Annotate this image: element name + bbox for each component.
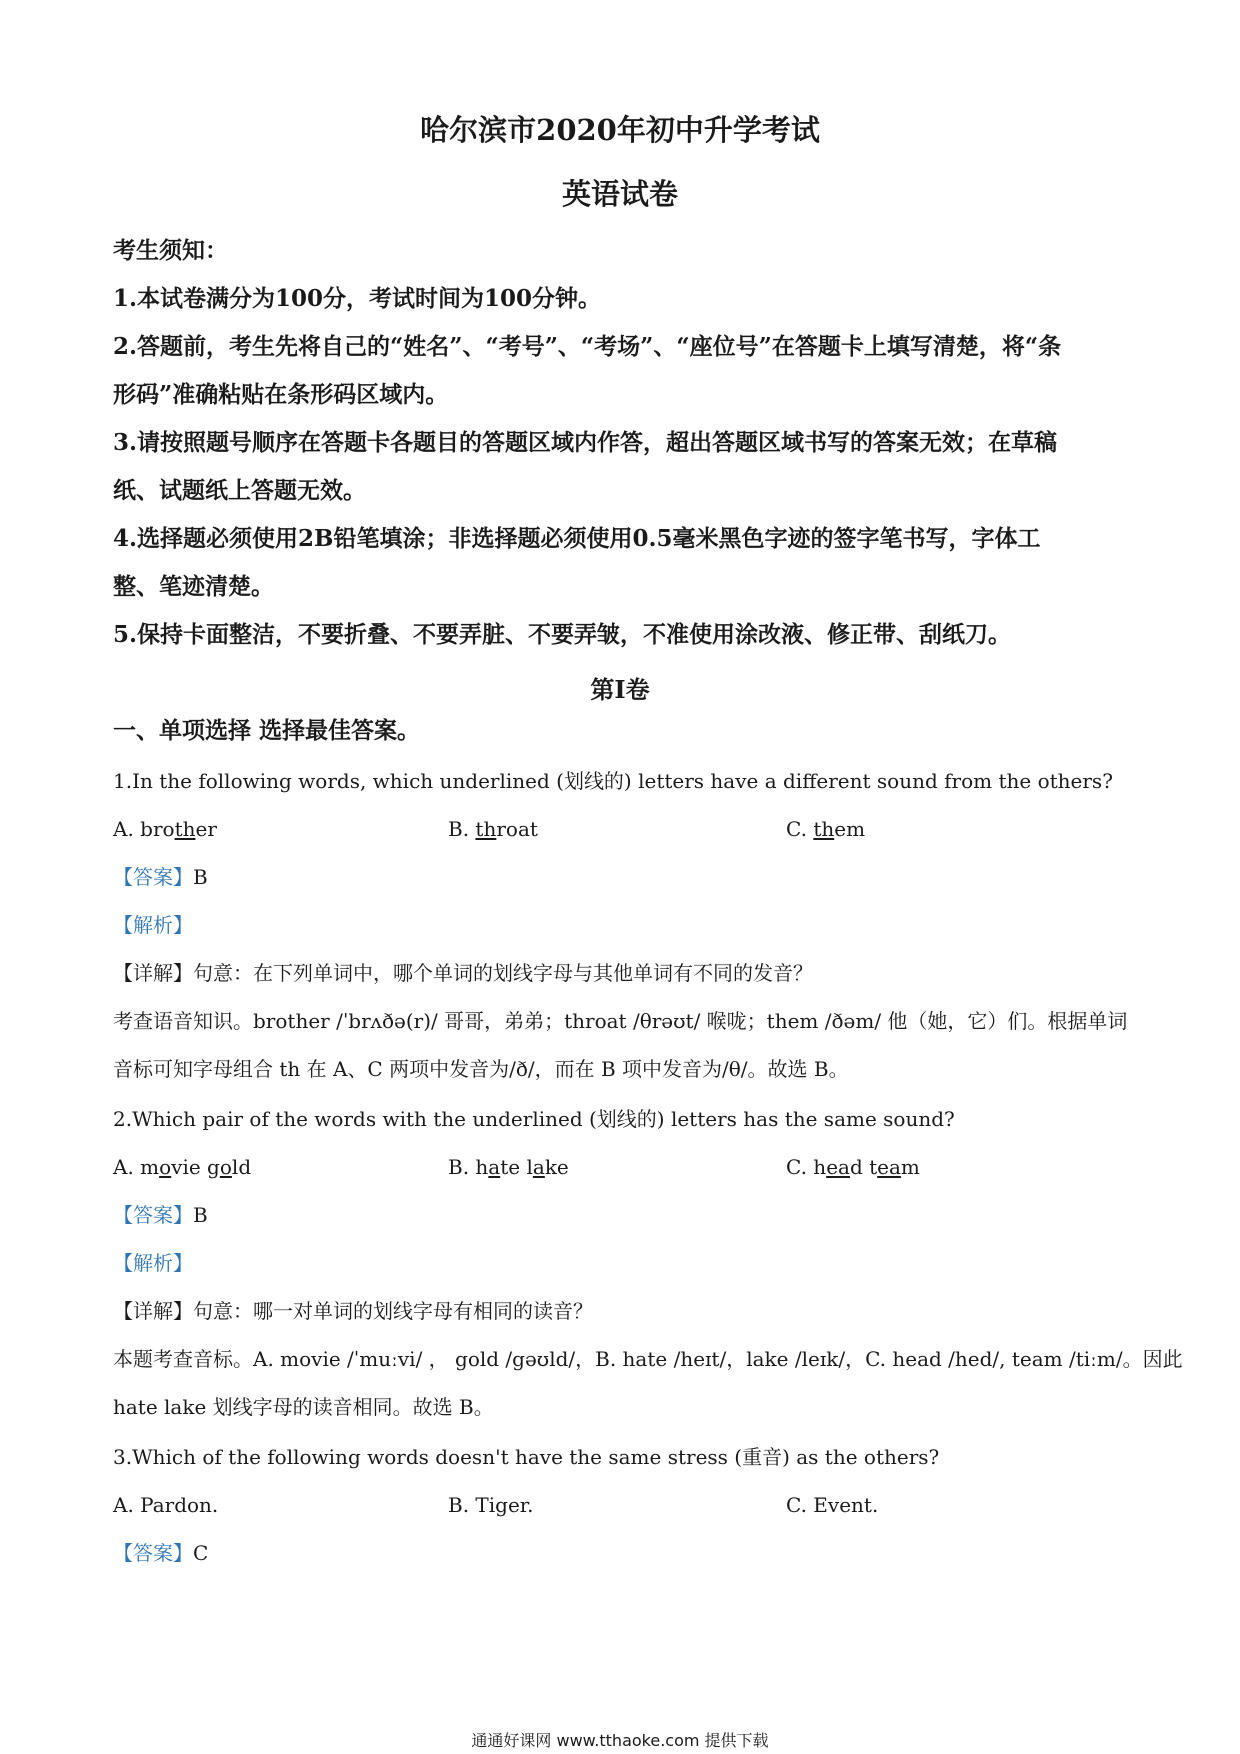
answer-value: B	[193, 865, 208, 889]
explanation-text: 本题考查音标。A. movie /ˈmuːvi/ ， gold /gəʊld/，B. hate /heɪt/，lake /leɪk/，C. head /hed/, team /tiːm/。因此	[113, 1347, 1183, 1371]
notice-item: 1.本试卷满分为100分，考试时间为100分钟。	[113, 285, 602, 312]
part-title: 第Ⅰ卷	[590, 675, 650, 704]
option-b: B. Tiger.	[448, 1493, 534, 1517]
answer-line	[113, 1540, 208, 1566]
explanation-text: hate lake 划线字母的读音相同。故选 B。	[113, 1395, 494, 1419]
option-b: B. hate lake	[448, 1155, 569, 1179]
option-a: A. Pardon.	[113, 1493, 219, 1517]
exam-subtitle: 英语试卷	[561, 177, 678, 211]
option-c: C. them	[786, 817, 866, 841]
answer-tag: 【答案】	[113, 1541, 193, 1565]
detail-line: 【详解】句意：哪一对单词的划线字母有相同的读音？	[113, 1299, 593, 1323]
notice-item: 2.答题前，考生先将自己的“姓名”、“考号”、“考场”、“座位号”在答题卡上填写清楚，将“条	[113, 333, 1062, 360]
explanation-text: 考查语音知识。brother /ˈbrʌðə(r)/ 哥哥，弟弟；throat /θrəʊt/ 喉咙；them /ðəm/ 他（她，它）们。根据单词	[113, 1009, 1128, 1033]
analysis-tag: 【解析】	[113, 913, 193, 937]
notice-item: 整、笔迹清楚。	[113, 573, 274, 600]
option-c: C. head team	[786, 1155, 920, 1179]
answer-value: C	[193, 1541, 209, 1565]
answer-line	[113, 1202, 208, 1228]
option-a: A. movie gold	[113, 1155, 252, 1179]
notice-item: 3.请按照题号顺序在答题卡各题目的答题区域内作答，超出答题区域书写的答案无效；在草稿	[113, 429, 1058, 456]
question-stem: 2.Which pair of the words with the underlined (划线的) letters has the same sound?	[113, 1107, 955, 1131]
option-a: A. brother	[113, 817, 217, 841]
answer-value: B	[193, 1203, 208, 1227]
answer-tag: 【答案】	[113, 1203, 193, 1227]
question-stem: 1.In the following words, which underlined (划线的) letters have a different sound from the others?	[113, 769, 1113, 793]
analysis-tag: 【解析】	[113, 1251, 193, 1275]
question-stem: 3.Which of the following words doesn't have the same stress (重音) as the others?	[113, 1445, 940, 1469]
notice-item: 4.选择题必须使用2B铅笔填涂；非选择题必须使用0.5毫米黑色字迹的签字笔书写，字体工	[113, 525, 1041, 552]
notice-item: 纸、试题纸上答题无效。	[113, 477, 366, 504]
option-b: B. throat	[448, 817, 538, 841]
option-c: C. Event.	[786, 1493, 879, 1517]
page-footer: 通通好课网 www.tthaoke.com 提供下载	[471, 1731, 769, 1750]
explanation-text: 音标可知字母组合 th 在 A、C 两项中发音为/ð/，而在 B 项中发音为/θ/。故选 B。	[113, 1057, 849, 1081]
notice-item: 形码”准确粘贴在条形码区域内。	[113, 381, 449, 408]
detail-line: 【详解】句意：在下列单词中，哪个单词的划线字母与其他单词有不同的发音？	[113, 961, 813, 985]
section-title: 一、单项选择 选择最佳答案。	[113, 717, 421, 744]
exam-title: 哈尔滨市2020年初中升学考试	[420, 113, 820, 147]
answer-line	[113, 864, 208, 890]
notice-heading: 考生须知：	[113, 237, 228, 264]
answer-tag: 【答案】	[113, 865, 193, 889]
notice-item: 5.保持卡面整洁，不要折叠、不要弄脏、不要弄皱，不准使用涂改液、修正带、刮纸刀。	[113, 621, 1012, 648]
